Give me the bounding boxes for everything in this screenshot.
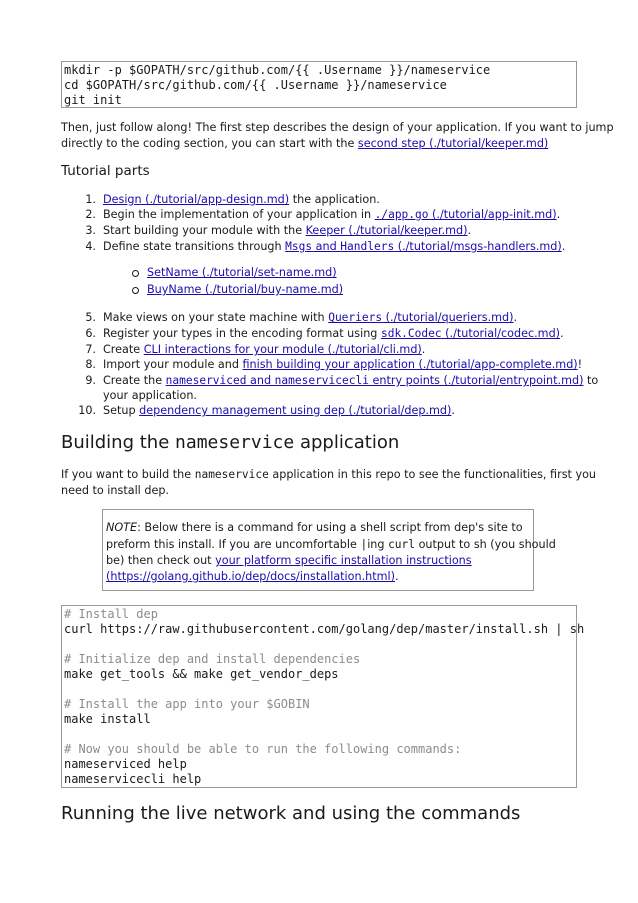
buyname-link[interactable]: BuyName (./tutorial/buy-name.md)	[147, 283, 344, 296]
step-2	[103, 207, 560, 222]
queriers-link[interactable]	[328, 311, 513, 324]
code-line: cd $GOPATH/src/github.com/{{ .Username }}/nameservice	[64, 78, 447, 92]
substep-setname	[147, 265, 337, 280]
running-heading: Running the live network and using the commands	[61, 803, 521, 824]
build-paragraph	[61, 467, 597, 499]
link-code: ./app.go	[374, 208, 429, 221]
design-link[interactable]: Design (./tutorial/app-design.md)	[103, 193, 290, 206]
code-line: nameservicecli help	[64, 772, 202, 786]
step-text: Import your module and	[103, 358, 243, 371]
link-text: and	[312, 240, 341, 253]
link-text: entry points (./tutorial/entrypoint.md)	[368, 374, 584, 387]
step-number: 1.	[85, 193, 96, 206]
note-line-2	[106, 537, 556, 554]
step-number: 7.	[85, 343, 96, 356]
entrypoint-link[interactable]	[166, 374, 584, 387]
code-comment: # Install dep	[64, 607, 158, 621]
step-number: 2.	[85, 208, 96, 221]
note-line-3	[106, 553, 472, 570]
para-text: application in this repo to see the functionalities, first you	[268, 468, 597, 481]
step-text: .	[556, 208, 561, 221]
intro-paragraph	[61, 120, 614, 152]
step-number: 3.	[85, 224, 96, 237]
note-line-4	[106, 569, 399, 586]
note-line-1	[106, 520, 523, 537]
step-text: .	[421, 343, 426, 356]
step-1	[103, 192, 380, 207]
link-text: (./tutorial/app-init.md)	[428, 208, 557, 221]
install-instructions-link[interactable]: your platform specific installation instructions	[215, 554, 472, 567]
step-text: .	[560, 327, 564, 340]
intro-line-2: directly to the coding section, you can start with the	[61, 137, 358, 150]
step-3	[103, 223, 471, 238]
step-5	[103, 310, 517, 325]
step-text: .	[513, 311, 518, 324]
bullet-icon	[132, 287, 139, 294]
code-line: git init	[64, 93, 122, 107]
link-code: nameservicecli	[274, 374, 369, 387]
app-complete-link[interactable]: finish building your application (./tutorial/app-complete.md)	[242, 358, 578, 371]
link-code: Handlers	[340, 240, 395, 253]
step-text: Make views on your state machine with	[103, 311, 329, 324]
code-line: curl https://raw.githubusercontent.com/golang/dep/master/install.sh | sh	[64, 622, 585, 636]
link-text: and	[246, 374, 275, 387]
codec-link[interactable]	[381, 327, 560, 340]
step-9	[103, 373, 598, 388]
note-text: : Below there is a command for using a shell script from dep's site to	[137, 521, 523, 534]
note-box	[102, 509, 556, 591]
intro-line-1: Then, just follow along! The first step describes the design of your application. If you want to jump	[61, 121, 614, 134]
para-code: nameservice	[194, 468, 269, 481]
link-text: (./tutorial/queriers.md)	[382, 311, 514, 324]
step-6	[103, 326, 564, 341]
note-text: preform this install. If you are uncomfortable	[106, 538, 361, 551]
note-text: .	[395, 570, 399, 583]
heading-code: nameservice	[175, 432, 295, 453]
step-number: 10.	[78, 404, 96, 417]
keeper-link[interactable]: Keeper (./tutorial/keeper.md)	[305, 224, 468, 237]
note-text: be) then check out	[106, 554, 216, 567]
step-4	[103, 239, 565, 254]
link-code: Queriers	[328, 311, 383, 324]
para-text: need to install dep.	[61, 484, 169, 497]
step-10	[103, 403, 455, 418]
code-comment: # Initialize dep and install dependencies	[64, 652, 361, 666]
step-text: Setup	[103, 404, 140, 417]
step-8	[103, 357, 582, 372]
code-comment: # Now you should be able to run the following commands:	[64, 742, 462, 756]
app-init-link[interactable]	[375, 208, 557, 221]
code-block-init	[61, 61, 577, 108]
code-line: mkdir -p $GOPATH/src/github.com/{{ .Username }}/nameservice	[64, 63, 491, 77]
link-code: Msgs	[285, 240, 313, 253]
step-7	[103, 342, 425, 357]
step-9-continued: your application.	[103, 389, 197, 402]
step-text: Create	[103, 343, 144, 356]
step-text: Register your types in the encoding format using	[103, 327, 381, 340]
tutorial-parts-heading: Tutorial parts	[61, 163, 150, 179]
step-number: 8.	[85, 358, 96, 371]
step-text: .	[451, 404, 455, 417]
link-text: (./tutorial/codec.md)	[441, 327, 561, 340]
dep-link[interactable]: dependency management using dep (./tutorial/dep.md)	[139, 404, 452, 417]
building-heading	[61, 432, 399, 453]
link-text: (./tutorial/msgs-handlers.md)	[394, 240, 562, 253]
step-number: 5.	[85, 311, 96, 324]
code-line: nameserviced help	[64, 757, 187, 771]
step-text: Create the	[103, 374, 166, 387]
note-label: NOTE	[106, 521, 138, 534]
step-text: the application.	[289, 193, 380, 206]
link-code: sdk.Codec	[380, 327, 442, 340]
step-number: 4.	[85, 240, 96, 253]
second-step-link[interactable]: second step (./tutorial/keeper.md)	[357, 137, 549, 150]
step-text: Begin the implementation of your application in	[103, 208, 375, 221]
msgs-handlers-link[interactable]	[285, 240, 562, 253]
bullet-icon	[132, 270, 139, 277]
note-text: output to sh (you should	[415, 538, 556, 551]
step-text: to	[583, 374, 599, 387]
link-code: nameserviced	[165, 374, 247, 387]
step-text: Start building your module with the	[103, 224, 306, 237]
code-line: make install	[64, 712, 151, 726]
note-text: ing	[367, 538, 389, 551]
code-line: make get_tools && make get_vendor_deps	[64, 667, 339, 681]
code-block-install	[61, 605, 585, 788]
note-code: curl	[388, 538, 416, 551]
para-text: If you want to build the	[61, 468, 195, 481]
heading-text: Building the	[61, 432, 176, 453]
substep-buyname	[147, 282, 343, 297]
step-number: 9.	[85, 374, 96, 387]
step-text: !	[577, 358, 583, 371]
step-number: 6.	[85, 327, 96, 340]
heading-text: application	[294, 432, 400, 453]
setname-link[interactable]: SetName (./tutorial/set-name.md)	[147, 266, 337, 279]
code-comment: # Install the app into your $GOBIN	[64, 697, 310, 711]
step-text: Define state transitions through	[103, 240, 286, 253]
cli-link[interactable]: CLI interactions for your module (./tutorial/cli.md)	[143, 343, 422, 356]
install-instructions-url-link[interactable]: (https://golang.github.io/dep/docs/installation.html)	[106, 570, 396, 583]
step-text: .	[467, 224, 472, 237]
note-code: |	[360, 538, 368, 551]
step-text: .	[561, 240, 566, 253]
